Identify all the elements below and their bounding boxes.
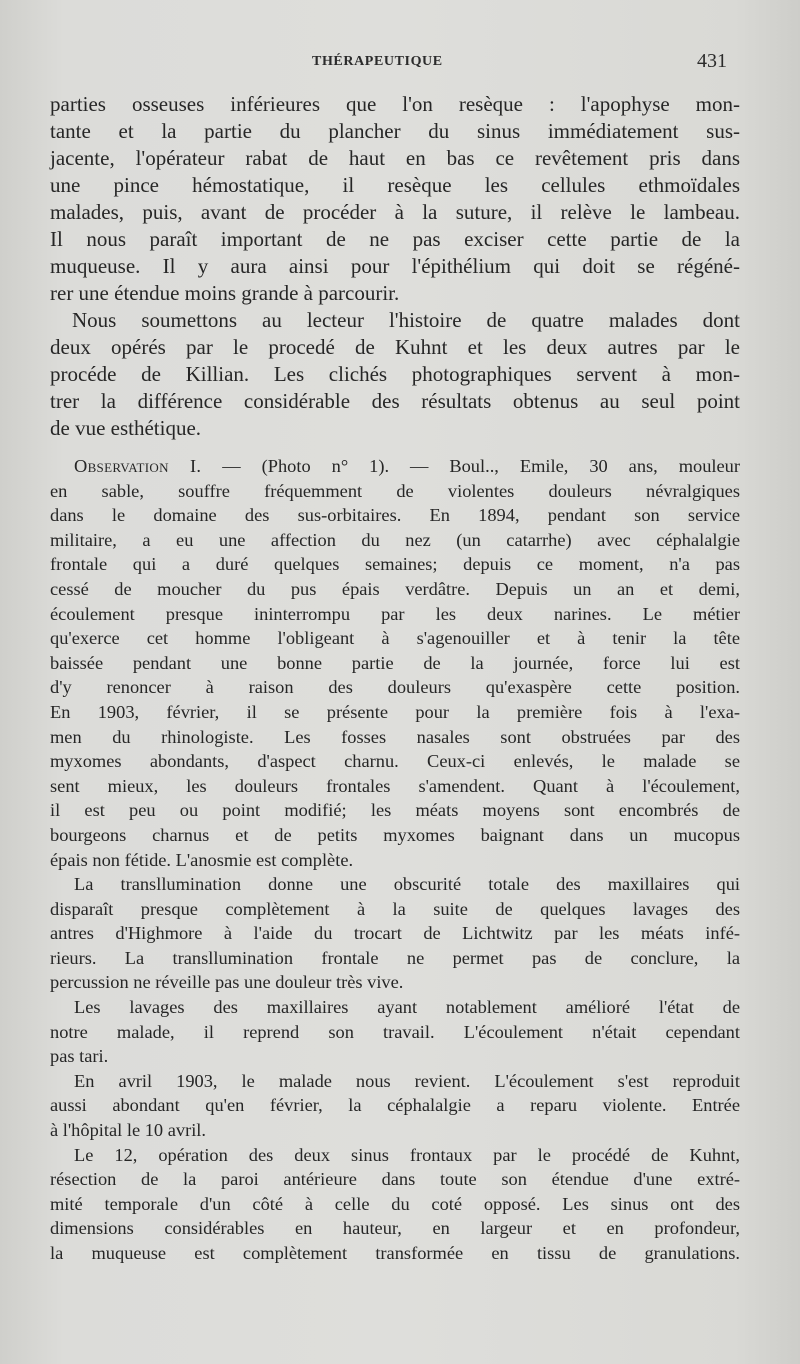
text-line: notre malade, il reprend son travail. L'écoulement n'était cependant xyxy=(50,1021,740,1042)
text-line: Les lavages des maxillaires ayant notablement amélioré l'état de xyxy=(74,997,740,1018)
text-line: Nous soumettons au lecteur l'histoire de quatre malades dont xyxy=(72,308,740,332)
text-line: la muqueuse est complètement transformée en tissu de granulations. xyxy=(50,1243,740,1263)
text-line: épais non fétide. L'anosmie est complète. xyxy=(50,849,354,870)
text-line: men du rhinologiste. Les fosses nasales sont obstruées par des xyxy=(50,726,740,747)
text-line: une pince hémostatique, il resèque les cellules ethmoïdales xyxy=(50,173,740,197)
page-header xyxy=(0,50,800,74)
text-line: résection de la paroi antérieure dans toute son étendue d'une extré- xyxy=(50,1169,740,1190)
text-line: rieurs. La transllumination frontale ne permet pas de conclure, la xyxy=(50,947,740,968)
text-line: dimensions considérables en hauteur, en largeur et en profondeur, xyxy=(50,1218,740,1239)
text-line: frontale qui a duré quelques semaines; depuis ce moment, n'a pas xyxy=(50,554,740,575)
text-line: percussion ne réveille pas une douleur très vive. xyxy=(50,972,404,993)
text-line: mité temporale d'un côté à celle du coté opposé. Les sinus ont des xyxy=(50,1193,740,1214)
text-line: tante et la partie du plancher du sinus immédiatement sus- xyxy=(50,119,740,143)
observation-first-line-text: — (Photo n° 1). — Boul.., Emile, 30 ans, mouleur xyxy=(201,456,741,476)
text-line: procéde de Killian. Les clichés photographiques servent à mon- xyxy=(50,362,740,386)
text-line: baissée pendant une bonne partie de la journée, force lui est xyxy=(50,652,740,673)
text-line: malades, puis, avant de procéder à la suture, il relève le lambeau. xyxy=(50,200,740,224)
page-number: 431 xyxy=(697,50,727,72)
observation-heading: Observation I. xyxy=(74,456,202,476)
text-line: aussi abondant qu'en février, la céphalalgie a reparu violente. Entrée xyxy=(50,1095,740,1116)
text-line: sent mieux, les douleurs frontales s'amendent. Quant à l'écoulement, xyxy=(50,775,740,796)
text-line: dans le domaine des sus-orbitaires. En 1894, pendant son service xyxy=(50,505,740,526)
text-line: pas tari. xyxy=(50,1046,109,1067)
text-line: disparaît presque complètement à la suite de quelques lavages des xyxy=(50,898,740,919)
text-line: à l'hôpital le 10 avril. xyxy=(50,1120,207,1141)
text-line: antres d'Highmore à l'aide du trocart de Lichtwitz par les méats infé- xyxy=(50,923,740,944)
text-line: Le 12, opération des deux sinus frontaux par le procédé de Kuhnt, xyxy=(74,1144,740,1165)
text-line: qu'exerce cet homme l'obligeant à s'agenouiller et à tenir la tête xyxy=(50,628,740,649)
text-line: militaire, a eu une affection du nez (un catarrhe) avec céphalalgie xyxy=(50,529,740,550)
observation-first-line xyxy=(50,454,740,479)
text-line: il est peu ou point modifié; les méats moyens sont encombrés de xyxy=(50,800,740,821)
observation-section xyxy=(50,454,740,1266)
text-line: jacente, l'opérateur rabat de haut en bas ce revêtement pris dans xyxy=(50,146,740,170)
text-line: écoulement presque ininterrompu par les deux narines. Le métier xyxy=(50,603,740,624)
text-line: rer une étendue moins grande à parcourir. xyxy=(50,281,400,305)
running-head: THÉRAPEUTIQUE xyxy=(312,54,443,69)
text-line: La transllumination donne une obscurité totale des maxillaires qui xyxy=(74,874,740,895)
text-line: trer la différence considérable des résultats obtenus au seul point xyxy=(50,389,740,413)
text-line: muqueuse. Il y aura ainsi pour l'épithélium qui doit se régéné- xyxy=(50,254,740,278)
text-line: en sable, souffre fréquemment de violentes douleurs névralgiques xyxy=(50,480,740,501)
text-line: En avril 1903, le malade nous revient. L'écoulement s'est reproduit xyxy=(74,1070,740,1091)
text-line: En 1903, février, il se présente pour la première fois à l'exa- xyxy=(50,701,740,722)
text-line: deux opérés par le procedé de Kuhnt et les deux autres par le xyxy=(50,335,740,359)
text-line: de vue esthétique. xyxy=(50,416,202,440)
text-line: cessé de moucher du pus épais verdâtre. Depuis un an et demi, xyxy=(50,578,740,599)
body-text xyxy=(50,91,740,1266)
text-line: myxomes abondants, d'aspect charnu. Ceux-ci enlevés, le malade se xyxy=(50,751,740,772)
text-line: parties osseuses inférieures que l'on resèque : l'apophyse mon- xyxy=(50,92,740,116)
section-gap xyxy=(50,442,740,454)
text-line: d'y renoncer à raison des douleurs qu'exaspère cette position. xyxy=(50,677,740,698)
main-paragraphs xyxy=(50,91,740,442)
text-line: Il nous paraît important de ne pas exciser cette partie de la xyxy=(50,227,740,251)
text-line: bourgeons charnus et de petits myxomes baignant dans un mucopus xyxy=(50,824,740,845)
